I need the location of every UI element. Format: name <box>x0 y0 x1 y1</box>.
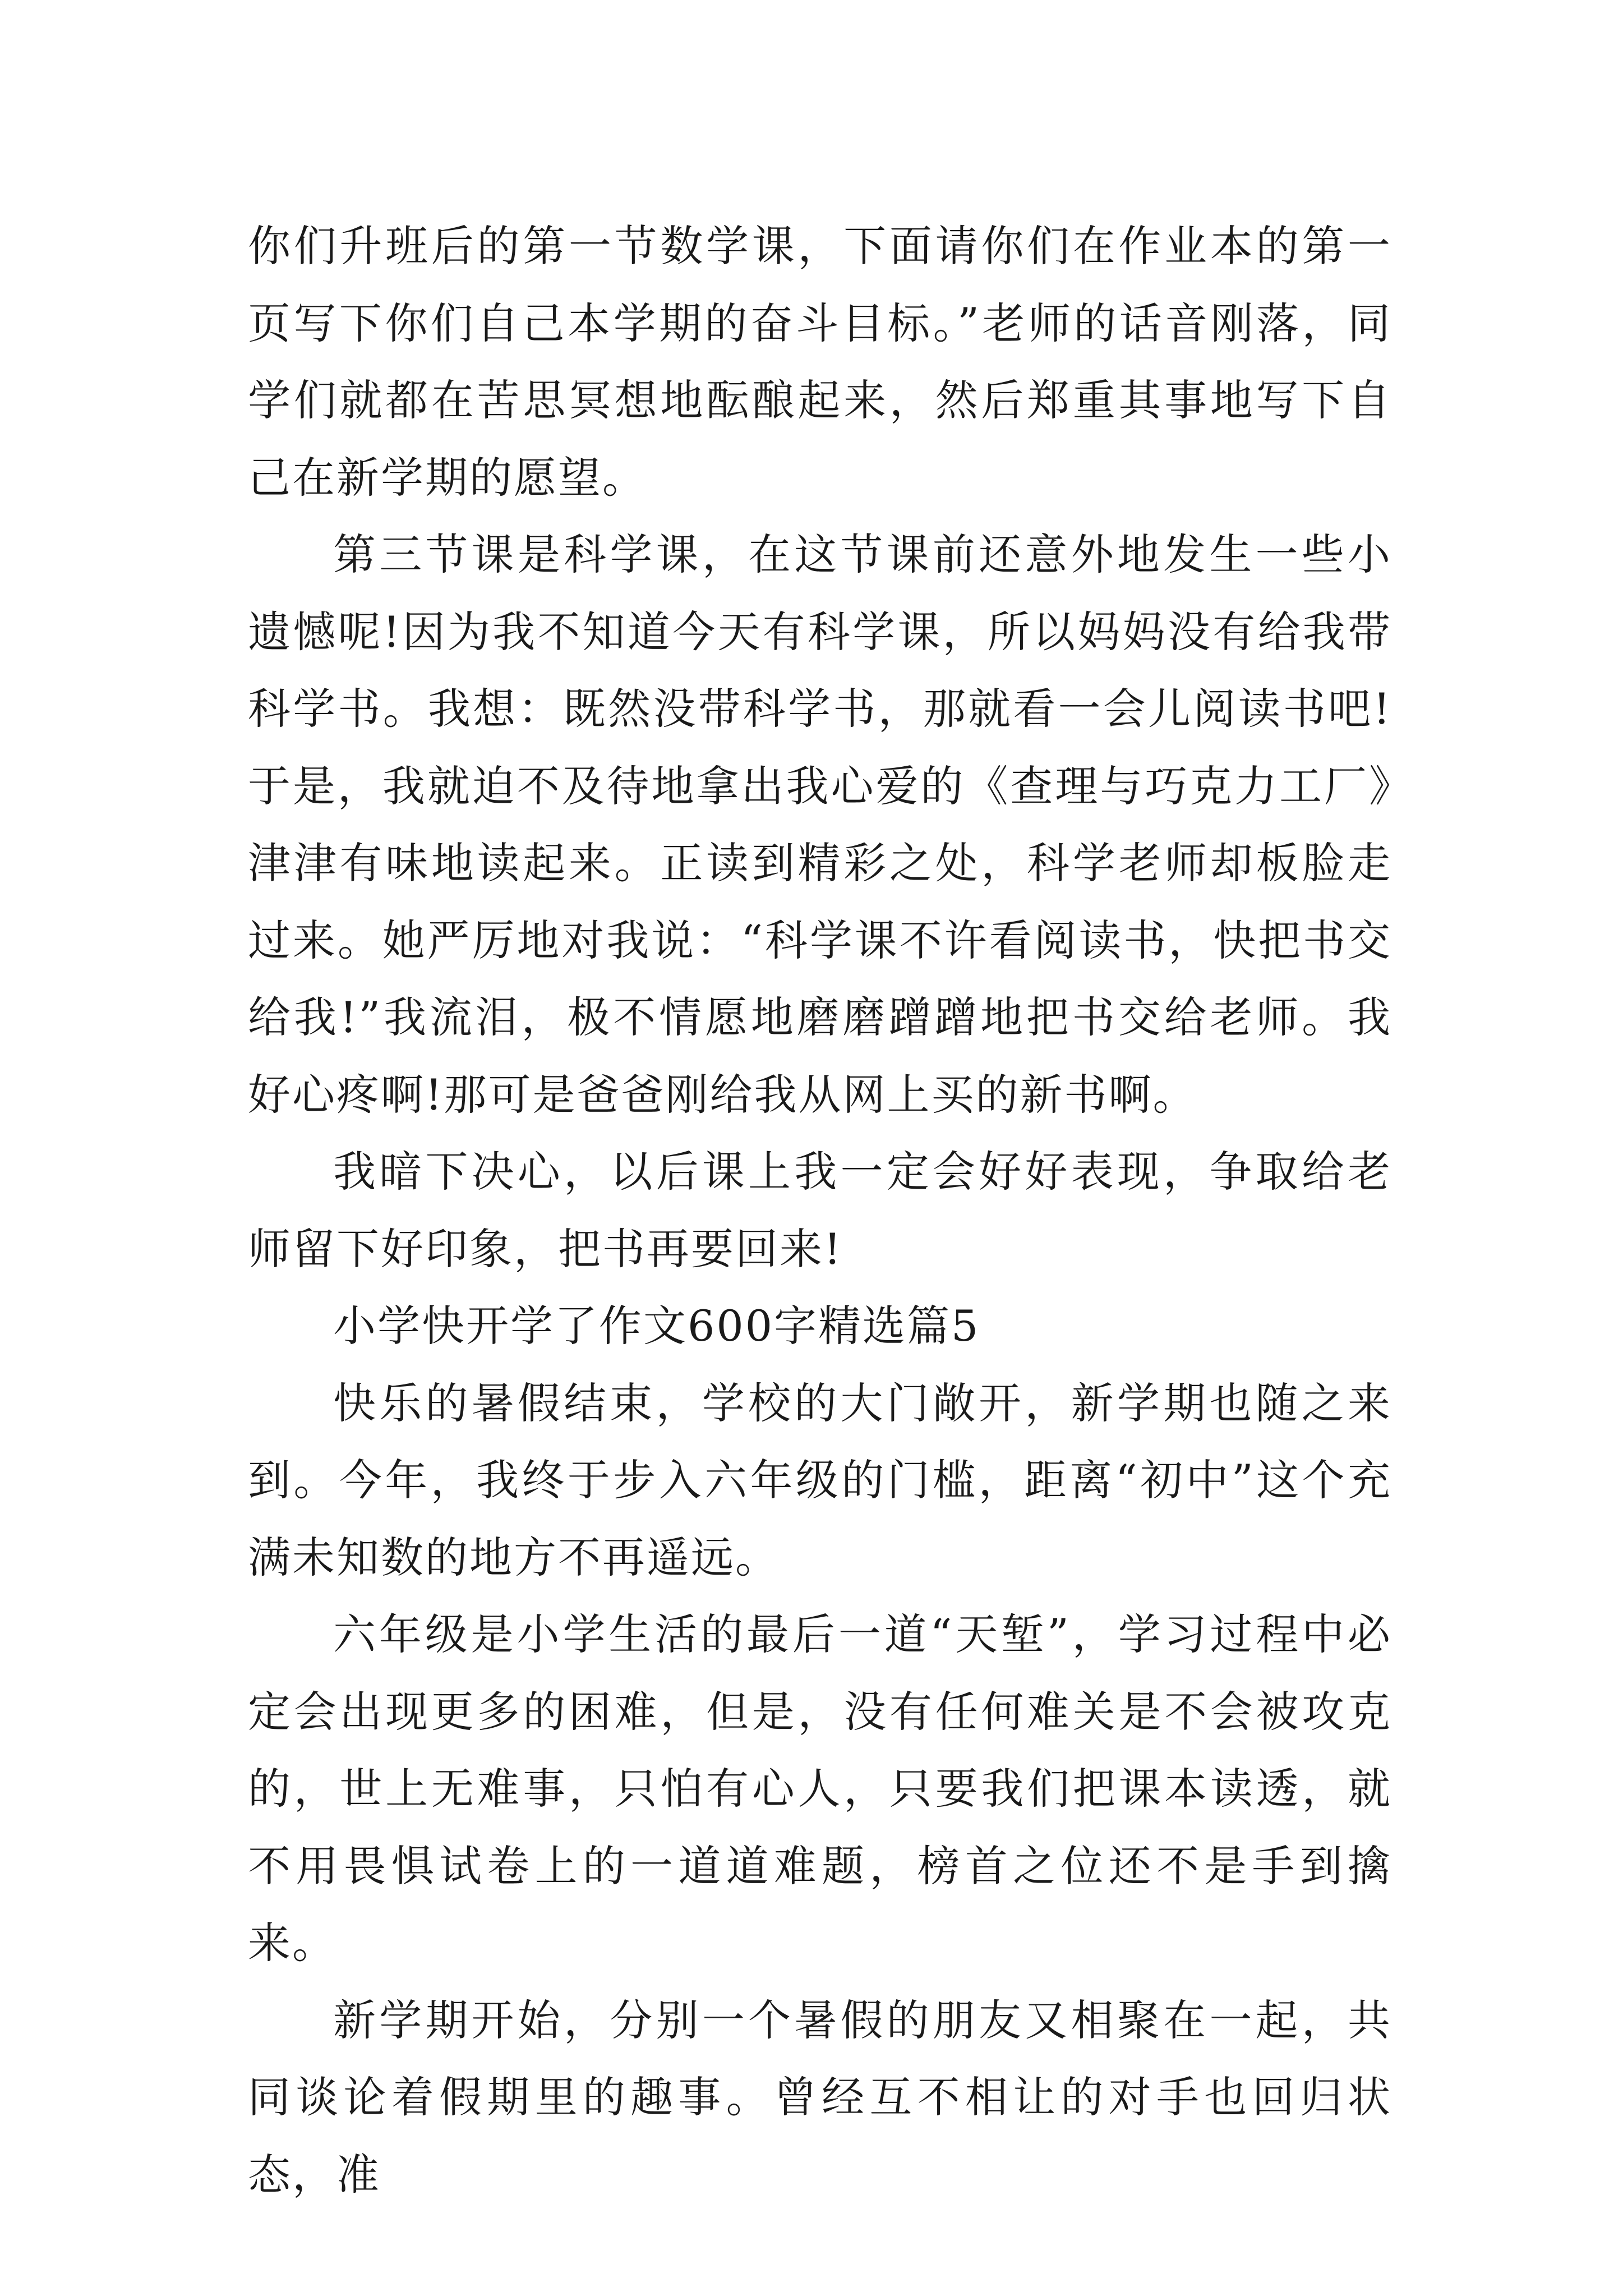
paragraph-2: 第三节课是科学课，在这节课前还意外地发生一些小遗憾呢!因为我不知道今天有科学课，所以妈妈没有给我带科学书。我想：既然没带科学书，那就看一会儿阅读书吧!于是，我就迫不及待地拿出我心爱的《查理与巧克力工厂》津津有味地读起来。正读到精彩之处，科学老师却板脸走过来。她严厉地对我说：“科学课不许看阅读书，快把书交给我!”我流泪，极不情愿地磨磨蹭蹭地把书交给老师。我好心疼啊!那可是爸爸刚给我从网上买的新书啊。 <box>248 530 1392 1120</box>
paragraph-5: 六年级是小学生活的最后一道“天堑”，学习过程中必定会出现更多的困难，但是，没有任何难关是不会被攻克的，世上无难事，只怕有心人，只要我们把课本读透，就不用畏惧试卷上的一道道难题，榜首之位还不是手到擒来。 <box>248 1609 1392 1968</box>
paragraph-1: 你们升班后的第一节数学课，下面请你们在作业本的第一页写下你们自己本学期的奋斗目标。”老师的话音刚落，同学们就都在苦思冥想地酝酿起来，然后郑重其事地写下自己在新学期的愿望。 <box>248 221 1392 503</box>
section-heading: 小学快开学了作文600字精选篇5 <box>333 1301 980 1351</box>
paragraph-3: 我暗下决心，以后课上我一定会好好表现，争取给老师留下好印象，把书再要回来! <box>248 1147 1392 1274</box>
paragraph-6: 新学期开始，分别一个暑假的朋友又相聚在一起，共同谈论着假期里的趣事。曾经互不相让的对手也回归状态，准 <box>248 1995 1392 2200</box>
article-body <box>248 208 1392 2213</box>
paragraph-4: 快乐的暑假结束，学校的大门敞开，新学期也随之来到。今年，我终于步入六年级的门槛，距离“初中”这个充满未知数的地方不再遥远。 <box>248 1378 1392 1582</box>
